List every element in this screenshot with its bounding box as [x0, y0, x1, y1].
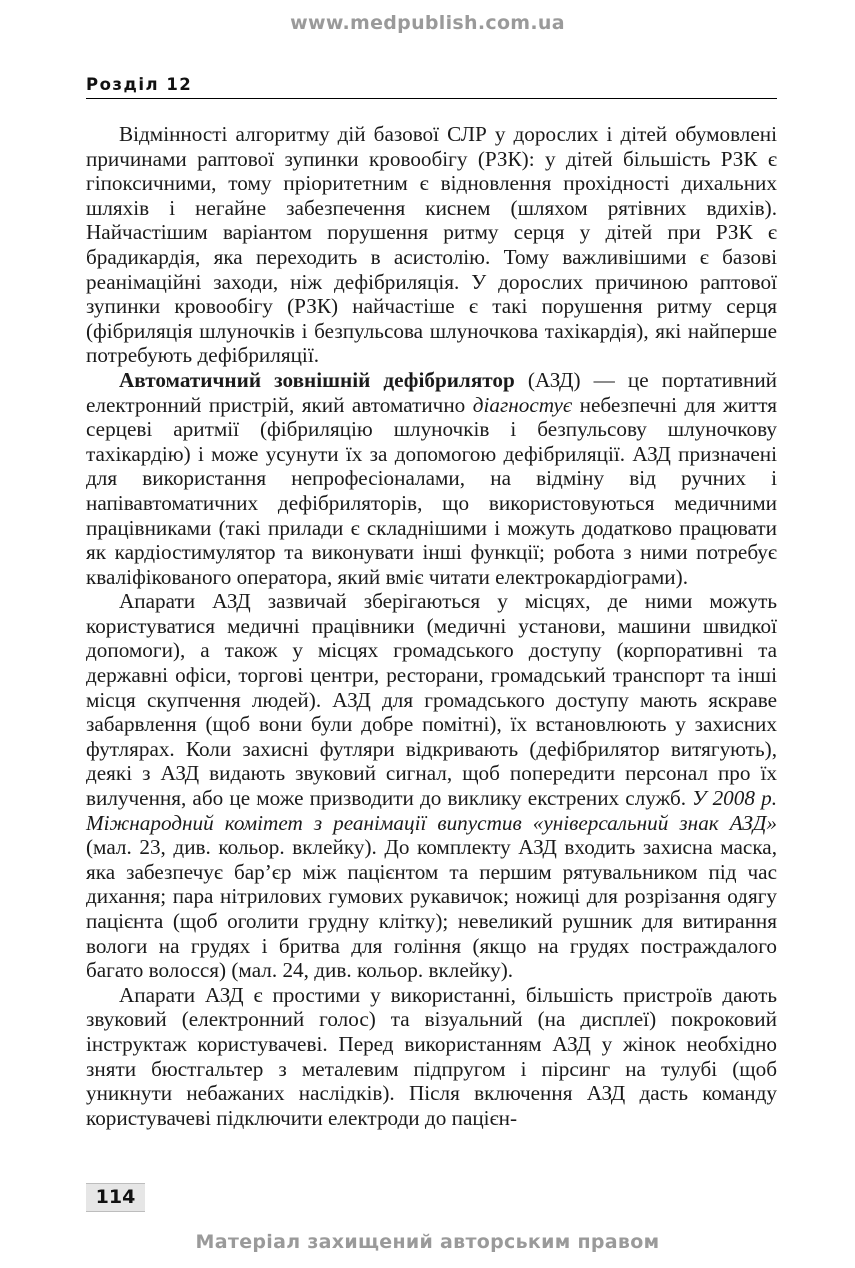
site-url-watermark: www.medpublish.com.ua	[290, 12, 565, 34]
body-text	[86, 122, 777, 1130]
section-title: Розділ 12	[86, 75, 193, 94]
paragraph-3-text-a: Апарати АЗД зазвичай зберігаються у місцях, де ними можуть користуватися медичні працівники (медичні установи, машини швидкої допомоги), а також у місцях громадського доступу (корпоративні та державні офіси, торгові центри, ресторани, громадський транспорт та інші місця скупчення людей). АЗД для громадського доступу мають яскраве забарвлення (щоб вони були добре помітні), їх встановлюють у захисних футлярах. Коли захисні футляри відкривають (дефібрилятор витягують), деякі з АЗД видають звуковий сигнал, щоб попередити персонал про їх вилучення, або це може призводити до виклику екстрених служб.	[86, 589, 777, 811]
copyright-watermark: Матеріал захищений авторським правом	[195, 1231, 660, 1253]
paragraph-2	[86, 368, 777, 589]
page-number: 114	[86, 1183, 145, 1212]
italic-sentence: У 2008 р. Міжнародний комітет з реанімації випустив «універсальний знак АЗД»	[86, 786, 777, 835]
paragraph-1: Відмінності алгоритму дій базової СЛР у дорослих і дітей обумовлені причинами раптової зупинки кровообігу (РЗК): у дітей більшість РЗК є гіпоксичними, тому пріоритетним є відновлення прохідності дихальних шляхів і негайне забезпечення киснем (шляхом рятівних вдихів). Найчастішим варіантом порушення ритму серця у дітей при РЗК є брадикардія, яка переходить в асистолію. Тому важливішими є базові реанімаційні заходи, ніж дефібриляція. У дорослих причиною раптової зупинки кровообігу (РЗК) найчастіше є такі порушення ритму серця (фібриляція шлуночків і безпульсова шлуночкова тахікардія), які найперше потребують дефібриляції.	[86, 122, 777, 368]
paragraph-3-text-b: (мал. 23, див. кольор. вклейку). До комплекту АЗД входить захисна маска, яка забезпечує бар’єр між пацієнтом та першим рятувальником під час дихання; пара нітрилових гумових рукавичок; ножиці для розрізання одягу пацієнта (щоб оголити грудну клітку); невеликий рушник для витирання вологи на грудях і бритва для гоління (якщо на грудях постраждалого багато волосся) (мал. 24, див. кольор. вклейку).	[86, 835, 777, 983]
paragraph-3	[86, 589, 777, 983]
italic-word: діагностує	[472, 392, 573, 417]
running-header	[86, 75, 777, 99]
paragraph-4: Апарати АЗД є простими у використанні, більшість пристроїв дають звуковий (електронний голос) та візуальний (на дисплеї) покроковий інструктаж користувачеві. Перед використанням АЗД у жінок необхідно зняти бюстгальтер з металевим підпругом і пірсинг на тулубі (щоб уникнути небажаних наслідків). Після включення АЗД дасть команду користувачеві підключити електроди до пацієн-	[86, 982, 777, 1130]
paragraph-2-text-a: (АЗД) — це портативний електронний пристрій, який автоматично	[86, 367, 777, 417]
paragraph-2-text-b: небезпечні для життя серцеві аритмії (фібриляцію шлуночків і безпульсову шлуночкову тахікардію) і може усунути їх за допомогою дефібриляції. АЗД призначені для використання непрофесіоналами, на відміну від ручних і напівавтоматичних дефібриляторів, що використовуються медичними працівниками (такі прилади є складнішими і можуть додатково працювати як кардіостимулятор та виконувати інші функції; робота з ними потребує кваліфікованого оператора, який вміє читати електрокардіограми).	[86, 392, 777, 589]
term-aed: Автоматичний зовнішній дефібрилятор	[119, 367, 515, 392]
